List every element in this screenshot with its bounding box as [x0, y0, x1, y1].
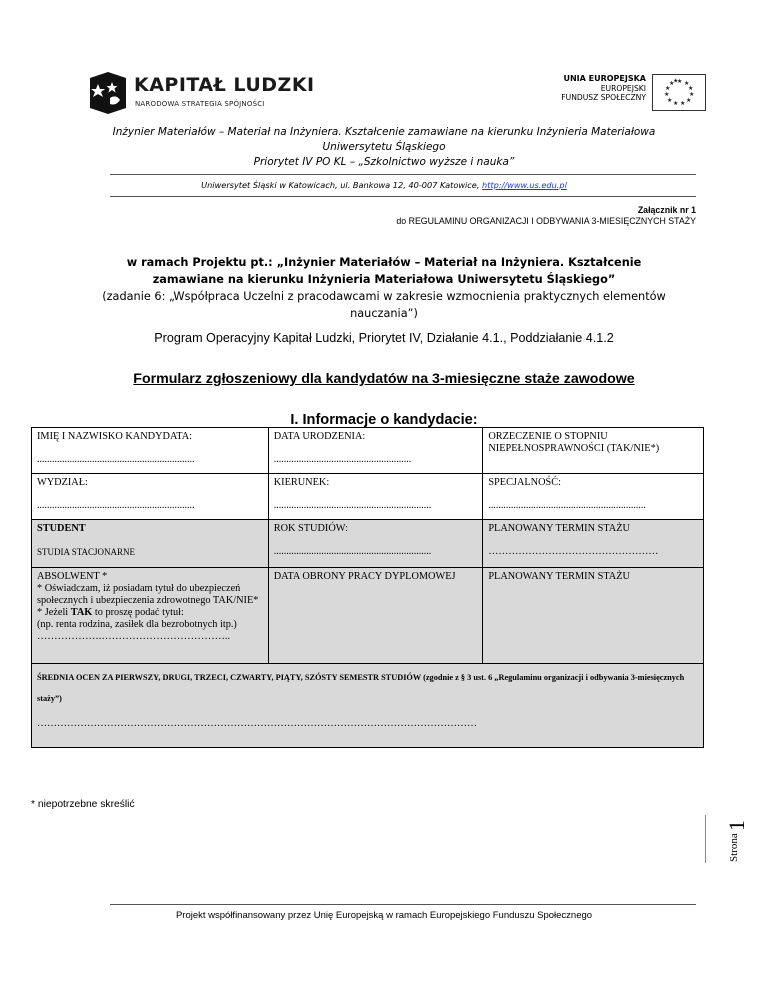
svg-text:★: ★: [673, 77, 679, 85]
field-label: KIERUNEK:: [273, 477, 330, 488]
svg-text:★: ★: [665, 85, 671, 92]
table-row: [32, 474, 704, 520]
planned-term-cell[interactable]: [483, 520, 704, 568]
project-task: (zadanie 6: „Współpraca Uczelni z pracodawcami w zakresie wzmocnienia praktycznych elementów nauczania”): [102, 290, 666, 320]
graduate-cell[interactable]: [32, 568, 269, 664]
program-line: Program Operacyjny Kapitał Ludzki, Priorytet IV, Działanie 4.1., Poddziałanie 4.1.2: [154, 331, 614, 345]
birth-cell[interactable]: [268, 428, 483, 474]
average-grade-label: ŚREDNIA OCEN ZA PIERWSZY, DRUGI, TRZECI, CZWARTY, PIĄTY, SZÓSTY SEMESTR STUDIÓW (zgodnie z § 3 ust. 6 „Regulaminu organizacji i odbywania 3-miesięcznych staży”): [37, 673, 685, 703]
page-number: [717, 815, 753, 863]
name-label: IMIĘ I NAZWISKO KANDYDATA:: [37, 431, 193, 442]
graduate-if-yes-b: TAK: [70, 607, 93, 618]
svg-text:★: ★: [667, 97, 673, 104]
name-dots: ...............................................................: [37, 454, 195, 465]
eu-flag-icon: [652, 74, 706, 111]
table-row: [32, 428, 704, 474]
average-grade-dots: ……………………………………………………………………………………………………………………: [37, 718, 477, 729]
table-row: [32, 664, 704, 748]
svg-text:★: ★: [688, 85, 694, 92]
svg-text:★: ★: [689, 91, 695, 98]
name-cell[interactable]: [32, 428, 269, 474]
eu-logo-text: [561, 74, 646, 103]
field-cell[interactable]: [268, 474, 483, 520]
year-dots: ...............................................................: [273, 546, 432, 557]
year-cell[interactable]: [268, 520, 483, 568]
svg-text:★: ★: [673, 100, 679, 107]
form-title: Formularz zgłoszeniowy dla kandydatów na 3-miesięczne staże zawodowe: [133, 371, 635, 387]
candidate-info-table: [31, 427, 704, 748]
svg-text:★: ★: [677, 78, 683, 85]
eu-line-2: EUROPEJSKI: [600, 83, 646, 93]
svg-text:★: ★: [680, 100, 686, 107]
footer-text: Projekt współfinansowany przez Unię Europejską w ramach Europejskiego Funduszu Społecznego: [175, 910, 593, 921]
university-address: [0, 180, 768, 190]
kapital-ludzki-emblem-icon: [88, 68, 128, 114]
disability-label: ORZECZENIE O STOPNIU NIEPEŁNOSPRAWNOŚCI (TAK/NIE*): [488, 431, 660, 454]
svg-text:★: ★: [684, 80, 690, 87]
graduate-if-yes-a: * Jeżeli: [37, 607, 71, 618]
footer-rule: [110, 904, 696, 905]
graduate-planned-term-label: PLANOWANY TERMIN STAŻU: [488, 571, 630, 582]
graduate-insurance-statement: * Oświadczam, iż posiadam tytuł do ubezpieczeń społecznych i ubezpieczenia zdrowotnego TAK/NIE*: [37, 583, 259, 606]
table-row: [32, 520, 704, 568]
attachment-reference: do REGULAMINU ORGANIZACJI I ODBYWANIA 3-MIESIĘCZNYCH STAŻY: [396, 216, 696, 226]
kapital-ludzki-subtitle: NARODOWA STRATEGIA SPÓJNOŚCI: [135, 100, 265, 108]
svg-text:★: ★: [686, 97, 692, 104]
header-line-2: Uniwersytetu Śląskiego: [322, 141, 446, 153]
faculty-dots: ...............................................................: [37, 500, 195, 511]
birth-label: DATA URODZENIA:: [273, 431, 366, 442]
page-label: Strona: [728, 833, 740, 862]
address-text: Uniwersytet Śląski w Katowicach, ul. Bankowa 12, 40-007 Katowice,: [201, 180, 483, 190]
header-rule-top: [110, 174, 696, 175]
page-number-value: 1: [724, 820, 749, 831]
faculty-label: WYDZIAŁ:: [37, 477, 88, 488]
graduate-if-yes-c: to proszę podać tytuł:: [92, 607, 184, 618]
eu-line-1: UNIA EUROPEJSKA: [563, 74, 646, 83]
project-title: w ramach Projektu pt.: „Inżynier Materiałów – Materiał na Inżyniera. Kształcenie zamawiane na kierunku Inżynieria Materiałowa Uniwersytetu Śląskiego”: [126, 256, 642, 286]
project-description: [90, 254, 678, 322]
specialization-label: SPECJALNOŚĆ:: [488, 477, 561, 488]
average-grade-cell[interactable]: [32, 664, 704, 748]
planned-term-dots: ……………………………………………: [488, 546, 659, 557]
field-dots: ...............................................................: [273, 500, 432, 511]
graduate-if-yes: [37, 607, 184, 618]
eu-line-3: FUNDUSZ SPOŁECZNY: [561, 93, 646, 102]
section-title: I. Informacje o kandydacie:: [290, 412, 478, 428]
university-link[interactable]: http://www.us.edu.pl: [482, 180, 567, 190]
student-label: STUDENT: [37, 523, 86, 534]
student-cell[interactable]: [32, 520, 269, 568]
svg-text:★: ★: [669, 80, 675, 87]
disability-cell[interactable]: [483, 428, 704, 474]
birth-dots: .......................................................: [273, 454, 412, 465]
student-type: STUDIA STACJONARNE: [37, 547, 136, 557]
kapital-ludzki-logo: [88, 68, 315, 114]
kapital-ludzki-title: KAPITAŁ LUDZKI: [134, 74, 315, 96]
year-label: ROK STUDIÓW:: [273, 523, 348, 534]
footnote: * niepotrzebne skreślić: [31, 799, 135, 810]
graduate-planned-term-cell[interactable]: [483, 568, 704, 664]
defense-date-label: DATA OBRONY PRACY DYPLOMOWEJ: [273, 571, 456, 582]
header-line-1: Inżynier Materiałów – Materiał na Inżyniera. Kształcenie zamawiane na kierunku Inżynieria Materiałowa: [112, 126, 656, 138]
specialization-cell[interactable]: [483, 474, 704, 520]
eu-logo: [558, 74, 706, 114]
specialization-dots: ...............................................................: [488, 500, 646, 511]
graduate-example: (np. renta rodzina, zasiłek dla bezrobotnych itp.): [37, 619, 237, 630]
attachment-number: Załącznik nr 1: [637, 205, 696, 215]
svg-text:★: ★: [664, 91, 670, 98]
planned-term-label: PLANOWANY TERMIN STAŻU: [488, 523, 630, 534]
graduate-label: ABSOLWENT *: [37, 571, 108, 582]
page-number-divider: [705, 815, 706, 863]
table-row: [32, 568, 704, 664]
faculty-cell[interactable]: [32, 474, 269, 520]
graduate-dots: ……………….………………………………..: [37, 631, 231, 642]
header-line-3: Priorytet IV PO KL – „Szkolnictwo wyższe i nauka”: [253, 156, 515, 168]
header-rule-bottom: [110, 196, 696, 197]
defense-date-cell[interactable]: [268, 568, 483, 664]
